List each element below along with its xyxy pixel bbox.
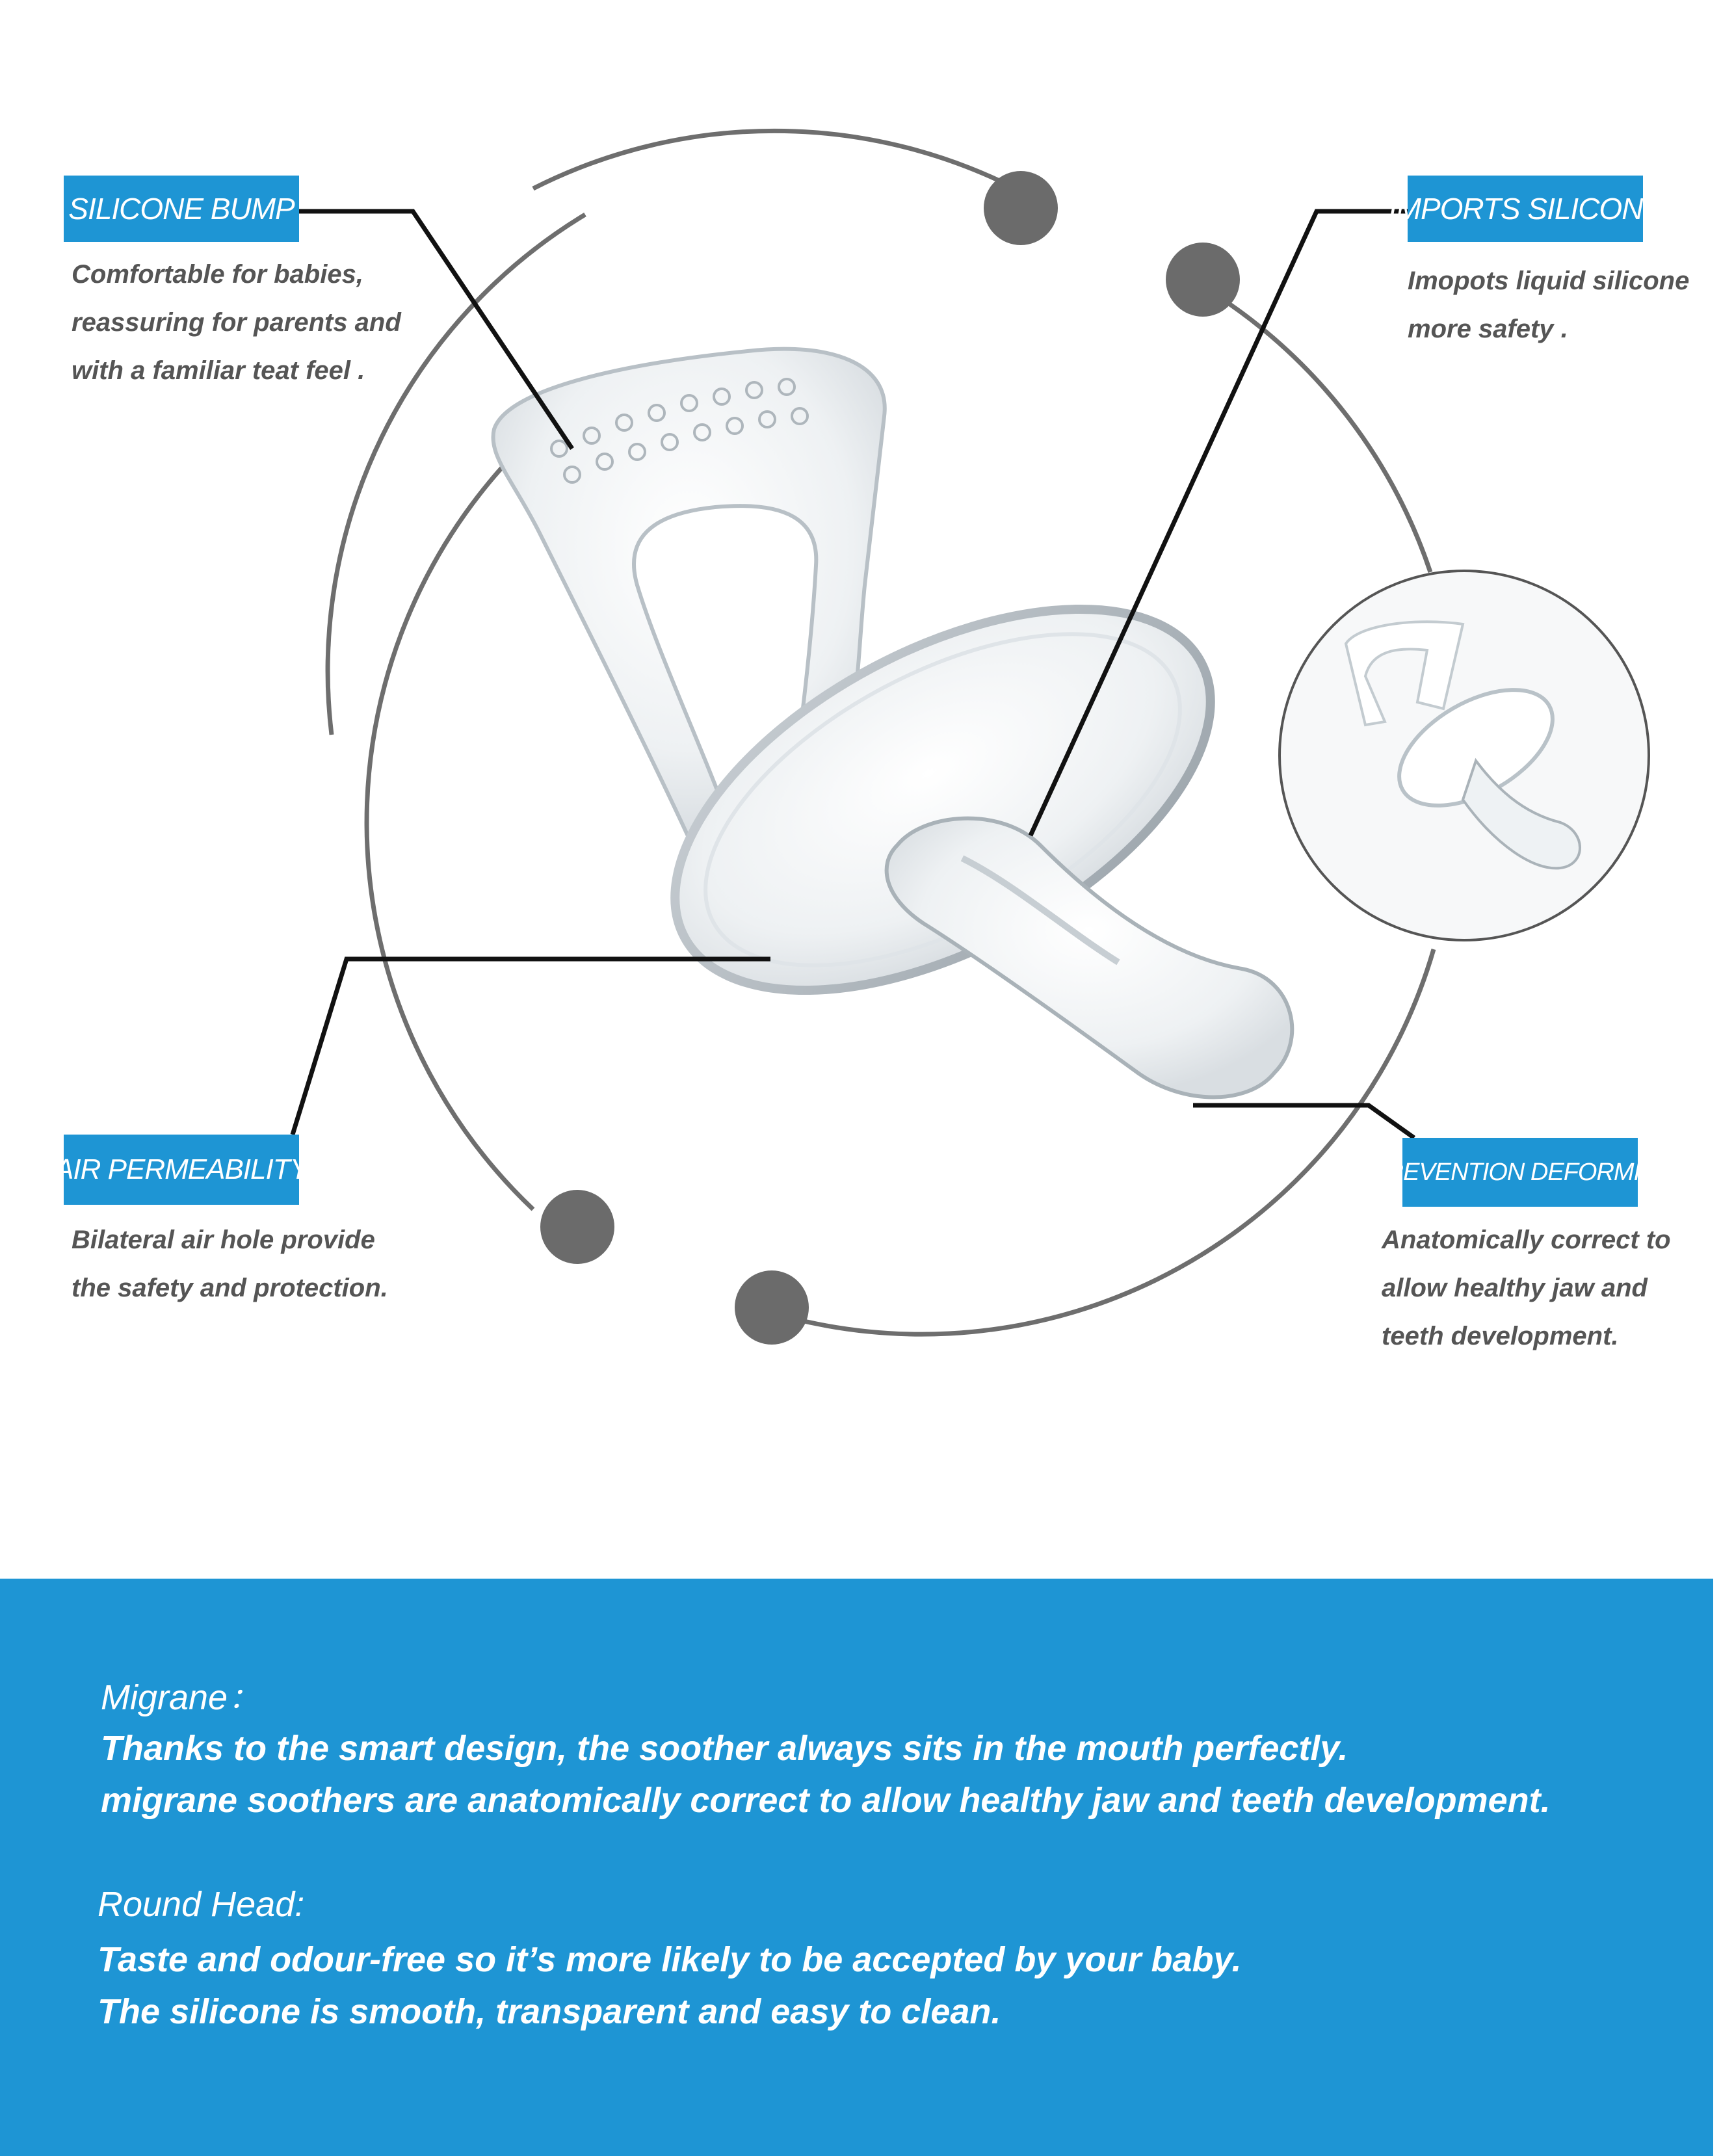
desc-line: Comfortable for babies, <box>72 260 363 289</box>
section-line: migrane soothers are anatomically correct to allow healthy jaw and teeth development. <box>101 1781 1551 1820</box>
tag-air-permeability: AIR PERMEABILITY <box>64 1135 299 1205</box>
desc-air-permeability <box>72 1216 388 1312</box>
section-title-round-head: Round Head: <box>98 1885 305 1924</box>
tag-prevention-deformity: PREVENTION DEFORMITY <box>1402 1138 1638 1207</box>
ring-dot-bottom-left <box>540 1190 614 1264</box>
tag-silicone-bump: SILICONE BUMP <box>64 176 299 242</box>
desc-line: allow healthy jaw and <box>1382 1274 1648 1302</box>
desc-line: more safety . <box>1408 315 1568 343</box>
desc-prevention-deformity <box>1382 1216 1671 1360</box>
desc-line: Bilateral air hole provide <box>72 1226 375 1254</box>
desc-line: reassuring for parents and <box>72 308 401 337</box>
desc-line: with a familiar teat feel . <box>72 356 365 385</box>
ring-dot-top <box>984 171 1058 245</box>
section-line: The silicone is smooth, transparent and easy to clean. <box>98 1992 1001 2031</box>
desc-line: the safety and protection. <box>72 1274 388 1302</box>
desc-line: Imopots liquid silicone <box>1408 267 1690 295</box>
section-line: Thanks to the smart design, the soother always sits in the mouth perfectly. <box>101 1729 1348 1768</box>
desc-silicone-bump <box>72 250 401 395</box>
section-line: Taste and odour-free so it’s more likely to be accepted by your baby. <box>98 1940 1242 1979</box>
pacifier-illustration <box>493 349 1292 1098</box>
desc-line: teeth development. <box>1382 1322 1619 1350</box>
desc-line: Anatomically correct to <box>1382 1226 1671 1254</box>
ring-dot-bottom <box>735 1270 809 1345</box>
pacifier-thumbnail <box>1280 571 1649 940</box>
info-panel <box>0 1579 1713 2156</box>
section-title-migrane: Migrane： <box>101 1678 263 1717</box>
ring-dot-top-right <box>1166 243 1240 317</box>
desc-imports-silicone <box>1408 257 1689 353</box>
tag-imports-silicone: IMPORTS SILICONE <box>1408 176 1643 242</box>
